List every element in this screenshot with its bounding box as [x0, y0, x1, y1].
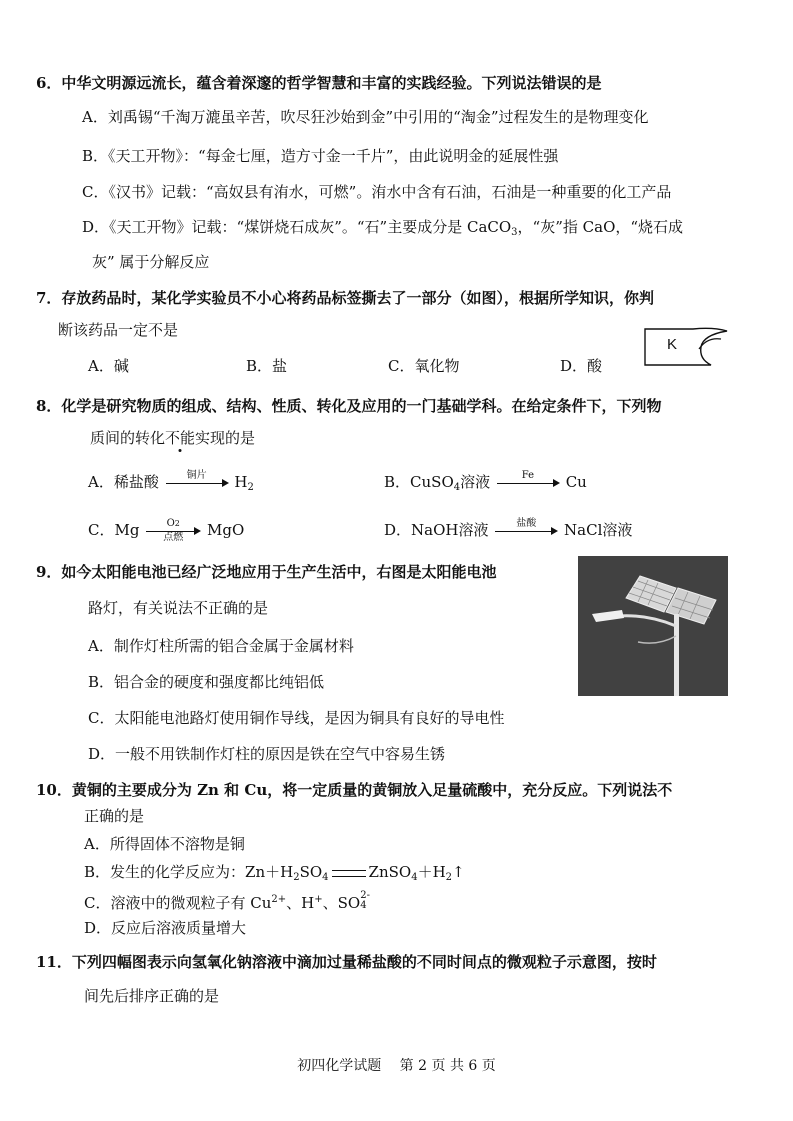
reaction-arrow: Fe	[497, 473, 559, 493]
question-10-option-d: D．反应后溶液质量增大	[84, 919, 247, 937]
question-8-option-b: B．CuSO$_4$溶液 Fe Cu	[384, 470, 587, 493]
solar-streetlight-image	[578, 556, 728, 696]
torn-label-drawing	[641, 325, 731, 369]
question-6-option-d: D．《天工开物》记载：“煤饼烧石成灰”。“石”主要成分是 CaCO$_3$，“灰”指 CaO，“烧石成	[82, 218, 684, 238]
solar-streetlight-photo	[578, 556, 728, 696]
question-11-stem-cont: 间先后排序正确的是	[84, 987, 220, 1005]
emphasis-not: 不能	[165, 429, 196, 447]
question-7-option-c: C．氧化物	[388, 357, 460, 375]
question-6-option-d-cont: 灰” 属于分解反应	[92, 253, 210, 271]
question-7-option-b: B．盐	[246, 357, 288, 375]
question-6-option-b: B．《天工开物》：“每金七厘，造方寸金一千片”，由此说明金的延展性强	[82, 147, 559, 165]
question-8-option-d: D．NaOH溶液 盐酸 NaCl溶液	[384, 518, 633, 539]
question-10-option-b: B．发生的化学反应为：$Zn+H_2SO_4$ $ZnSO_4+H_2↑$	[84, 863, 465, 883]
question-10-option-c: C．溶液中的微观粒子有 $Cu^{2+}$、H+、SO 2- 4	[84, 890, 370, 912]
page-footer: 初四化学试题 第 2 页 共 6 页	[297, 1058, 496, 1074]
question-7-stem: 7．存放药品时，某化学实验员不小心将药品标签撕去了一部分（如图），根据所学知识，你判	[36, 289, 654, 307]
question-9-stem: 9．如今太阳能电池已经广泛地应用于生产生活中，右图是太阳能电池	[36, 563, 497, 581]
question-9-option-b: B．铝合金的硬度和强度都比纯铝低	[88, 673, 325, 691]
question-9-option-a: A．制作灯柱所需的铝合金属于金属材料	[88, 637, 354, 655]
reaction-arrow: 铜片	[166, 473, 228, 493]
question-9-option-c: C．太阳能电池路灯使用铜作导线，是因为铜具有良好的导电性	[88, 709, 505, 727]
question-6-option-a: A．刘禹锡“千淘万漉虽辛苦，吹尽狂沙始到金”中引用的“淘金”过程发生的是物理变化	[82, 108, 649, 126]
label-letter: K	[667, 336, 678, 353]
question-7-stem-cont: 断该药品一定不是	[58, 321, 179, 339]
question-11-stem: 11．下列四幅图表示向氢氧化钠溶液中滴加过量稀盐酸的不同时间点的微观粒子示意图，按时	[36, 953, 657, 971]
question-6-stem: 6．中华文明源远流长，蕴含着深邃的哲学智慧和丰富的实践经验。下列说法错误的是	[36, 74, 602, 92]
question-8-option-a: A．稀盐酸 铜片 $H_2$	[88, 470, 254, 493]
question-8-stem: 8．化学是研究物质的组成、结构、性质、转化及应用的一门基础学科。在给定条件下，下列物	[36, 397, 662, 415]
reaction-arrow: O2 点燃	[146, 521, 200, 541]
question-7-option-a: A．碱	[88, 357, 129, 375]
question-10-option-a: A．所得固体不溶物是铜	[84, 835, 245, 853]
question-10-stem-cont: 正确的是	[84, 807, 145, 825]
question-10-stem: 10．黄铜的主要成分为 Zn 和 Cu，将一定质量的黄铜放入足量硫酸中，充分反应。下列说法不	[36, 781, 673, 799]
question-8-option-c: C．Mg O2 点燃 MgO	[88, 518, 245, 543]
torn-label-figure	[641, 325, 731, 369]
question-6-option-c: C．《汉书》记载：“高奴县有洧水，可燃”。洧水中含有石油，石油是一种重要的化工产品	[82, 183, 672, 201]
question-7-option-d: D．酸	[560, 357, 603, 375]
reaction-equals-sign	[332, 870, 366, 877]
question-9-option-d: D．一般不用铁制作灯柱的原因是铁在空气中容易生锈	[88, 745, 446, 763]
reaction-arrow: 盐酸	[495, 521, 557, 541]
question-8-stem-cont: 质间的转化不能实现的是	[90, 429, 256, 447]
question-9-stem-cont: 路灯，有关说法不正确的是	[88, 599, 269, 617]
